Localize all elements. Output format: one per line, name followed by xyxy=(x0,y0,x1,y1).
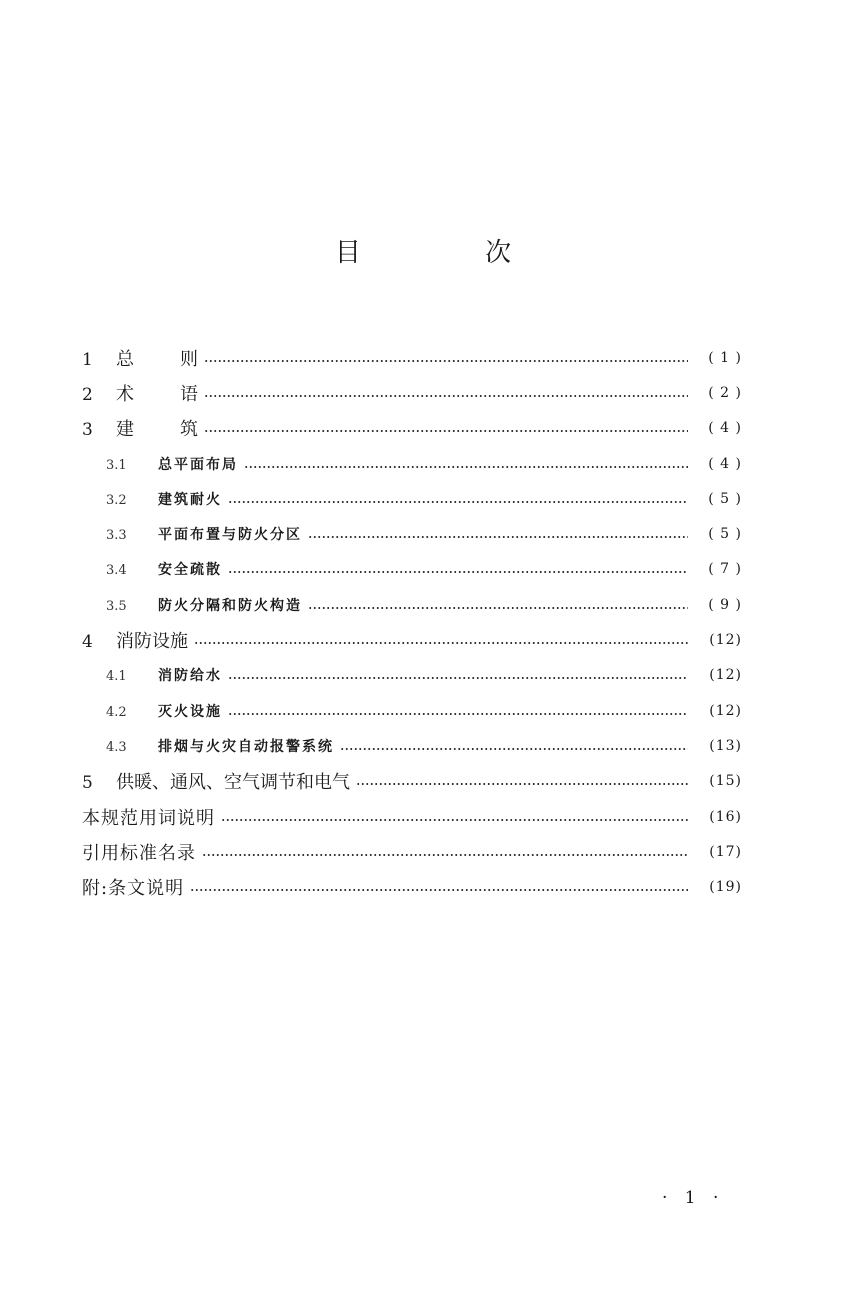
toc-entry-title: 总平面布局 xyxy=(158,456,238,473)
toc-entry-title-part: 语 xyxy=(180,383,198,405)
toc-entry-references[interactable] xyxy=(82,834,742,869)
toc-entry-title: 建筑耐火 xyxy=(158,491,222,508)
toc-page-number: (17) xyxy=(709,843,742,860)
leader-dots xyxy=(194,642,688,644)
toc-entry-title-part: 则 xyxy=(180,348,198,370)
toc-entry-3-4[interactable] xyxy=(82,552,742,587)
toc-entry-label xyxy=(82,345,204,371)
toc-page-number: (15) xyxy=(709,773,742,790)
toc-entry-label xyxy=(82,839,202,865)
toc-entry-explanation[interactable] xyxy=(82,869,742,904)
toc-entry-title: 安全疏散 xyxy=(158,562,222,579)
toc-entry-number: 3.1 xyxy=(106,457,127,473)
leader-dots xyxy=(204,395,688,397)
toc-entry-title: 供暖、通风、空气调节和电气 xyxy=(116,772,350,794)
toc-entry-label xyxy=(82,874,190,900)
leader-dots xyxy=(228,713,688,715)
toc-page-number: ( 7 ) xyxy=(708,561,742,578)
leader-dots xyxy=(228,571,688,573)
toc-entry-number: 3 xyxy=(82,420,93,441)
toc-entry-label xyxy=(82,768,356,794)
toc-entry-label xyxy=(106,524,308,544)
toc-page-number: (13) xyxy=(709,737,742,754)
toc-page-number: (12) xyxy=(709,632,742,649)
toc-entry-4-2[interactable] xyxy=(82,693,742,728)
toc-entry-4[interactable] xyxy=(82,622,742,657)
toc-entry-label xyxy=(106,665,228,685)
table-of-contents xyxy=(82,340,742,905)
toc-entry-label xyxy=(106,701,228,721)
toc-entry-3-2[interactable] xyxy=(82,481,742,516)
toc-entry-title: 本规范用词说明 xyxy=(82,807,215,829)
toc-entry-number: 3.4 xyxy=(106,563,127,579)
toc-entry-number: 4.1 xyxy=(106,669,127,685)
toc-page-number: (12) xyxy=(709,702,742,719)
toc-page-number: ( 2 ) xyxy=(708,384,742,401)
toc-entry-title-part: 总 xyxy=(116,348,180,370)
toc-entry-title: 引用标准名录 xyxy=(82,842,196,864)
toc-entry-2[interactable] xyxy=(82,375,742,410)
leader-dots xyxy=(190,889,688,891)
toc-entry-title-part: 建 xyxy=(116,419,180,441)
toc-page-number: ( 9 ) xyxy=(708,596,742,613)
toc-entry-title-part: 筑 xyxy=(180,419,198,441)
toc-entry-title-part: 术 xyxy=(116,383,180,405)
toc-page-number: (19) xyxy=(709,879,742,896)
leader-dots xyxy=(204,430,688,432)
toc-entry-number: 3.2 xyxy=(106,492,127,508)
toc-entry-label xyxy=(82,380,204,406)
toc-entry-number: 4 xyxy=(82,632,93,653)
toc-entry-3-5[interactable] xyxy=(82,587,742,622)
toc-entry-label xyxy=(82,627,194,653)
toc-entry-3[interactable] xyxy=(82,411,742,446)
toc-entry-number: 3.3 xyxy=(106,528,127,544)
toc-page-number: (16) xyxy=(709,808,742,825)
toc-entry-title: 消防给水 xyxy=(158,668,222,685)
toc-entry-number: 4.3 xyxy=(106,739,127,755)
leader-dots xyxy=(228,677,688,679)
toc-entry-label xyxy=(106,454,244,474)
toc-entry-number: 4.2 xyxy=(106,704,127,720)
toc-entry-title: 排烟与火灾自动报警系统 xyxy=(158,738,334,755)
leader-dots xyxy=(228,501,688,503)
toc-page-number: ( 4 ) xyxy=(708,455,742,472)
toc-entry-label xyxy=(106,595,308,615)
toc-entry-number: 1 xyxy=(82,349,93,370)
leader-dots xyxy=(204,360,688,362)
toc-entry-number: 2 xyxy=(82,384,93,405)
toc-entry-number: 3.5 xyxy=(106,598,127,614)
leader-dots xyxy=(308,607,688,609)
toc-entry-title: 灭火设施 xyxy=(158,703,222,720)
toc-entry-4-1[interactable] xyxy=(82,658,742,693)
toc-page-number: ( 5 ) xyxy=(708,490,742,507)
page-title: 目 次 xyxy=(334,238,570,268)
leader-dots xyxy=(308,536,688,538)
toc-entry-label xyxy=(106,559,228,579)
toc-entry-label xyxy=(106,736,340,756)
toc-entry-title: 平面布置与防火分区 xyxy=(158,527,302,544)
toc-entry-1[interactable] xyxy=(82,340,742,375)
toc-entry-label xyxy=(82,415,204,441)
toc-entry-label xyxy=(82,804,221,830)
toc-entry-title: 消防设施 xyxy=(116,631,188,653)
toc-page-number: ( 5 ) xyxy=(708,526,742,543)
leader-dots xyxy=(356,783,688,785)
page-folio: · 1 · xyxy=(662,1188,725,1208)
toc-page-number: (12) xyxy=(709,667,742,684)
leader-dots xyxy=(340,748,688,750)
toc-page-number: ( 1 ) xyxy=(708,349,742,366)
toc-entry-3-1[interactable] xyxy=(82,446,742,481)
toc-entry-title: 附:条文说明 xyxy=(82,878,185,900)
toc-entry-number: 5 xyxy=(82,773,93,794)
toc-entry-label xyxy=(106,489,228,509)
toc-entry-4-3[interactable] xyxy=(82,728,742,763)
toc-entry-5[interactable] xyxy=(82,764,742,799)
toc-entry-title: 防火分隔和防火构造 xyxy=(158,597,302,614)
leader-dots xyxy=(202,854,688,856)
toc-page-number: ( 4 ) xyxy=(708,420,742,437)
toc-entry-terms[interactable] xyxy=(82,799,742,834)
leader-dots xyxy=(244,466,688,468)
toc-entry-3-3[interactable] xyxy=(82,516,742,551)
leader-dots xyxy=(221,819,688,821)
